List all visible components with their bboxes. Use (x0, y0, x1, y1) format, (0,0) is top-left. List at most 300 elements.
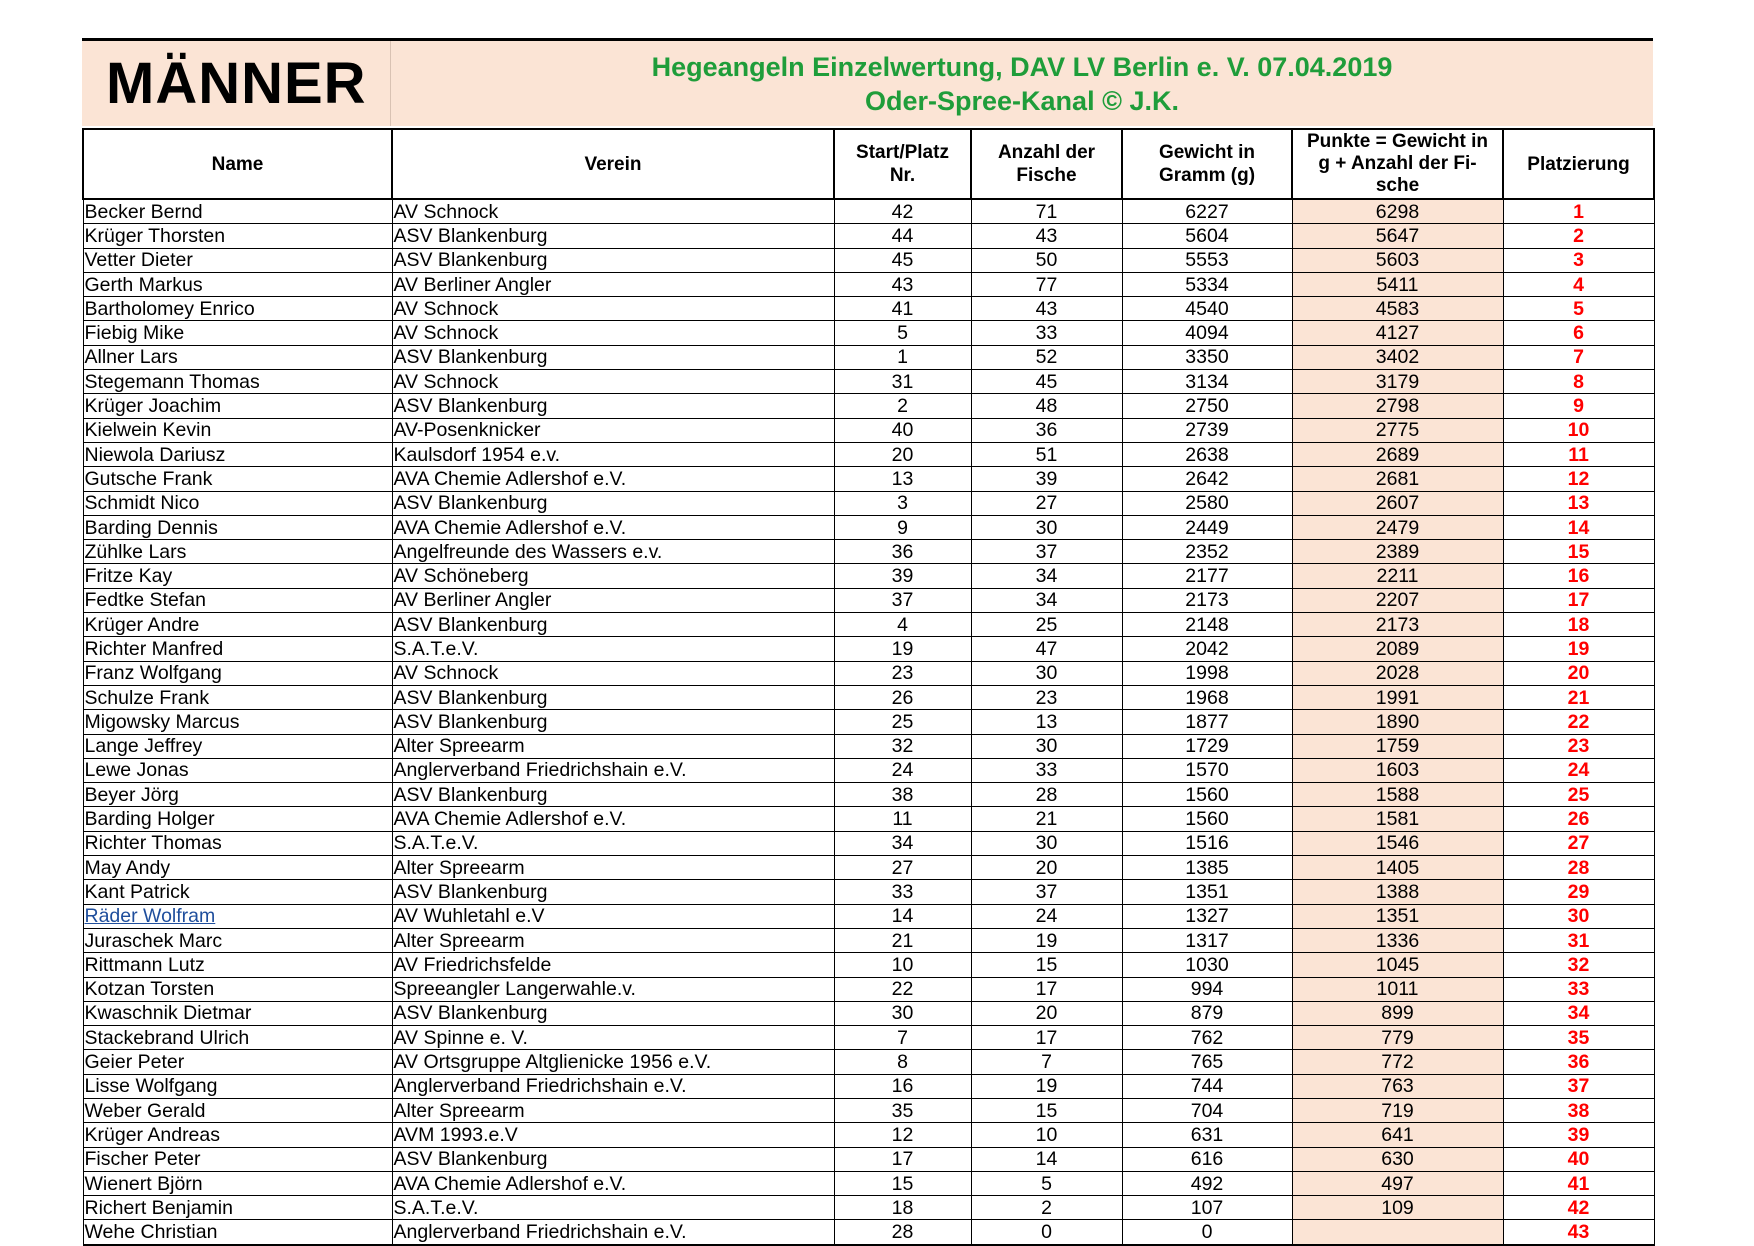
table-row (83, 1196, 1654, 1220)
fish-count-cell: 43 (971, 297, 1122, 321)
table-row (83, 370, 1654, 394)
name-cell: Lisse Wolfgang (83, 1074, 392, 1098)
name-cell: Kant Patrick (83, 880, 392, 904)
name-link[interactable]: Räder Wolfram (84, 905, 216, 928)
weight-cell: 1317 (1122, 928, 1292, 952)
name-cell: Barding Dennis (83, 515, 392, 539)
points-cell: 2173 (1292, 613, 1503, 637)
start-number-cell: 41 (834, 297, 971, 321)
category-title: MÄNNER (106, 51, 367, 116)
start-number-cell: 15 (834, 1171, 971, 1195)
name-cell: Wehe Christian (83, 1220, 392, 1245)
weight-cell: 2042 (1122, 637, 1292, 661)
club-cell: AV Schnock (392, 297, 834, 321)
placement-cell: 1 (1503, 199, 1654, 224)
club-cell: ASV Blankenburg (392, 1147, 834, 1171)
start-number-cell: 27 (834, 856, 971, 880)
fish-count-cell: 36 (971, 418, 1122, 442)
fish-count-cell: 34 (971, 588, 1122, 612)
placement-cell: 14 (1503, 515, 1654, 539)
points-cell: 719 (1292, 1098, 1503, 1122)
name-cell: Krüger Andre (83, 613, 392, 637)
points-cell: 5647 (1292, 224, 1503, 248)
start-number-cell: 23 (834, 661, 971, 685)
placement-cell: 33 (1503, 977, 1654, 1001)
weight-cell: 1327 (1122, 904, 1292, 928)
weight-cell: 1570 (1122, 758, 1292, 782)
fish-count-cell: 27 (971, 491, 1122, 515)
club-cell: AV Schnock (392, 370, 834, 394)
club-cell: S.A.T.e.V. (392, 831, 834, 855)
fish-count-cell: 5 (971, 1171, 1122, 1195)
weight-cell: 6227 (1122, 199, 1292, 224)
start-number-cell: 19 (834, 637, 971, 661)
club-cell: ASV Blankenburg (392, 783, 834, 807)
fish-count-cell: 2 (971, 1196, 1122, 1220)
placement-cell: 37 (1503, 1074, 1654, 1098)
name-cell: Wienert Björn (83, 1171, 392, 1195)
table-row (83, 928, 1654, 952)
fish-count-cell: 25 (971, 613, 1122, 637)
fish-count-cell: 15 (971, 953, 1122, 977)
column-header-place: Platzierung (1503, 129, 1654, 199)
club-cell: Alter Spreearm (392, 928, 834, 952)
name-cell: Kwaschnik Dietmar (83, 1001, 392, 1025)
weight-cell: 1351 (1122, 880, 1292, 904)
name-cell: Richter Manfred (83, 637, 392, 661)
points-cell: 2681 (1292, 467, 1503, 491)
start-number-cell: 42 (834, 199, 971, 224)
weight-cell: 4540 (1122, 297, 1292, 321)
placement-cell: 16 (1503, 564, 1654, 588)
points-cell: 2798 (1292, 394, 1503, 418)
table-row (83, 564, 1654, 588)
placement-cell: 36 (1503, 1050, 1654, 1074)
name-cell: Lewe Jonas (83, 758, 392, 782)
fish-count-cell: 48 (971, 394, 1122, 418)
event-title-cell (391, 41, 1653, 126)
placement-cell: 10 (1503, 418, 1654, 442)
fish-count-cell: 51 (971, 442, 1122, 466)
fish-count-cell: 30 (971, 734, 1122, 758)
weight-cell: 2148 (1122, 613, 1292, 637)
table-row (83, 345, 1654, 369)
club-cell: AV Friedrichsfelde (392, 953, 834, 977)
name-cell: Migowsky Marcus (83, 710, 392, 734)
points-cell: 2211 (1292, 564, 1503, 588)
points-cell: 1351 (1292, 904, 1503, 928)
points-cell: 779 (1292, 1026, 1503, 1050)
event-subtitle: Oder-Spree-Kanal © J.K. (865, 85, 1179, 116)
points-cell: 1581 (1292, 807, 1503, 831)
table-row (83, 467, 1654, 491)
fish-count-cell: 34 (971, 564, 1122, 588)
club-cell: Alter Spreearm (392, 856, 834, 880)
club-cell: AV Schnock (392, 199, 834, 224)
fish-count-cell: 17 (971, 977, 1122, 1001)
table-row (83, 977, 1654, 1001)
start-number-cell: 11 (834, 807, 971, 831)
weight-cell: 2642 (1122, 467, 1292, 491)
points-cell: 4583 (1292, 297, 1503, 321)
points-cell (1292, 1220, 1503, 1245)
weight-cell: 616 (1122, 1147, 1292, 1171)
placement-cell: 39 (1503, 1123, 1654, 1147)
club-cell: AV Berliner Angler (392, 272, 834, 296)
start-number-cell: 24 (834, 758, 971, 782)
weight-cell: 2750 (1122, 394, 1292, 418)
points-cell: 1045 (1292, 953, 1503, 977)
weight-cell: 5334 (1122, 272, 1292, 296)
weight-cell: 5604 (1122, 224, 1292, 248)
name-cell: Allner Lars (83, 345, 392, 369)
table-row (83, 1147, 1654, 1171)
name-cell: Stegemann Thomas (83, 370, 392, 394)
start-number-cell: 7 (834, 1026, 971, 1050)
results-sheet (82, 38, 1653, 1246)
points-cell: 1588 (1292, 783, 1503, 807)
weight-cell: 2352 (1122, 540, 1292, 564)
club-cell: AVA Chemie Adlershof e.V. (392, 467, 834, 491)
name-cell: Fiebig Mike (83, 321, 392, 345)
placement-cell: 31 (1503, 928, 1654, 952)
fish-count-cell: 33 (971, 321, 1122, 345)
name-cell: Richter Thomas (83, 831, 392, 855)
weight-cell: 0 (1122, 1220, 1292, 1245)
start-number-cell: 38 (834, 783, 971, 807)
fish-count-cell: 13 (971, 710, 1122, 734)
weight-cell: 631 (1122, 1123, 1292, 1147)
club-cell: AV-Posenknicker (392, 418, 834, 442)
placement-cell: 28 (1503, 856, 1654, 880)
weight-cell: 107 (1122, 1196, 1292, 1220)
name-cell: Rittmann Lutz (83, 953, 392, 977)
fish-count-cell: 50 (971, 248, 1122, 272)
fish-count-cell: 43 (971, 224, 1122, 248)
fish-count-cell: 17 (971, 1026, 1122, 1050)
club-cell: Spreeangler Langerwahle.v. (392, 977, 834, 1001)
weight-cell: 3350 (1122, 345, 1292, 369)
fish-count-cell: 39 (971, 467, 1122, 491)
table-row (83, 1026, 1654, 1050)
club-cell: AV Spinne e. V. (392, 1026, 834, 1050)
table-row (83, 661, 1654, 685)
placement-cell: 30 (1503, 904, 1654, 928)
name-cell: Niewola Dariusz (83, 442, 392, 466)
points-cell: 109 (1292, 1196, 1503, 1220)
column-header-points: Punkte = Gewicht in g + Anzahl der Fi- sche (1292, 129, 1503, 199)
table-row (83, 637, 1654, 661)
placement-cell: 29 (1503, 880, 1654, 904)
table-row (83, 953, 1654, 977)
placement-cell: 25 (1503, 783, 1654, 807)
weight-cell: 1030 (1122, 953, 1292, 977)
name-cell[interactable] (83, 904, 392, 928)
weight-cell: 765 (1122, 1050, 1292, 1074)
table-row (83, 321, 1654, 345)
name-cell: Schmidt Nico (83, 491, 392, 515)
start-number-cell: 28 (834, 1220, 971, 1245)
fish-count-cell: 47 (971, 637, 1122, 661)
fish-count-cell: 20 (971, 856, 1122, 880)
points-cell: 497 (1292, 1171, 1503, 1195)
points-cell: 2028 (1292, 661, 1503, 685)
column-header-weight: Gewicht in Gramm (g) (1122, 129, 1292, 199)
club-cell: S.A.T.e.V. (392, 637, 834, 661)
placement-cell: 22 (1503, 710, 1654, 734)
name-cell: Kielwein Kevin (83, 418, 392, 442)
placement-cell: 7 (1503, 345, 1654, 369)
club-cell: ASV Blankenburg (392, 1001, 834, 1025)
column-header-name: Name (83, 129, 392, 199)
fish-count-cell: 14 (971, 1147, 1122, 1171)
placement-cell: 42 (1503, 1196, 1654, 1220)
start-number-cell: 35 (834, 1098, 971, 1122)
name-cell: Gerth Markus (83, 272, 392, 296)
points-cell: 1603 (1292, 758, 1503, 782)
weight-cell: 1968 (1122, 685, 1292, 709)
table-row (83, 856, 1654, 880)
points-cell: 3402 (1292, 345, 1503, 369)
start-number-cell: 30 (834, 1001, 971, 1025)
fish-count-cell: 24 (971, 904, 1122, 928)
start-number-cell: 20 (834, 442, 971, 466)
table-row (83, 224, 1654, 248)
club-cell: AV Wuhletahl e.V (392, 904, 834, 928)
start-number-cell: 1 (834, 345, 971, 369)
club-cell: Alter Spreearm (392, 1098, 834, 1122)
start-number-cell: 16 (834, 1074, 971, 1098)
table-row (83, 758, 1654, 782)
placement-cell: 32 (1503, 953, 1654, 977)
placement-cell: 23 (1503, 734, 1654, 758)
name-cell: Geier Peter (83, 1050, 392, 1074)
club-cell: AVA Chemie Adlershof e.V. (392, 807, 834, 831)
fish-count-cell: 30 (971, 515, 1122, 539)
points-cell: 899 (1292, 1001, 1503, 1025)
points-cell: 1546 (1292, 831, 1503, 855)
start-number-cell: 14 (834, 904, 971, 928)
table-row (83, 685, 1654, 709)
club-cell: AVA Chemie Adlershof e.V. (392, 1171, 834, 1195)
placement-cell: 8 (1503, 370, 1654, 394)
name-cell: Becker Bernd (83, 199, 392, 224)
placement-cell: 3 (1503, 248, 1654, 272)
placement-cell: 24 (1503, 758, 1654, 782)
name-cell: Fischer Peter (83, 1147, 392, 1171)
name-cell: Barding Holger (83, 807, 392, 831)
placement-cell: 17 (1503, 588, 1654, 612)
points-cell: 2089 (1292, 637, 1503, 661)
club-cell: ASV Blankenburg (392, 710, 834, 734)
start-number-cell: 9 (834, 515, 971, 539)
start-number-cell: 8 (834, 1050, 971, 1074)
placement-cell: 21 (1503, 685, 1654, 709)
name-cell: Krüger Andreas (83, 1123, 392, 1147)
weight-cell: 762 (1122, 1026, 1292, 1050)
club-cell: AVM 1993.e.V (392, 1123, 834, 1147)
table-row (83, 1123, 1654, 1147)
name-cell: May Andy (83, 856, 392, 880)
table-row (83, 734, 1654, 758)
table-row (83, 588, 1654, 612)
start-number-cell: 25 (834, 710, 971, 734)
club-cell: Anglerverband Friedrichshain e.V. (392, 1074, 834, 1098)
name-cell: Schulze Frank (83, 685, 392, 709)
start-number-cell: 37 (834, 588, 971, 612)
table-row (83, 515, 1654, 539)
name-cell: Weber Gerald (83, 1098, 392, 1122)
name-cell: Richert Benjamin (83, 1196, 392, 1220)
club-cell: ASV Blankenburg (392, 880, 834, 904)
club-cell: ASV Blankenburg (392, 491, 834, 515)
fish-count-cell: 77 (971, 272, 1122, 296)
points-cell: 1759 (1292, 734, 1503, 758)
fish-count-cell: 28 (971, 783, 1122, 807)
start-number-cell: 32 (834, 734, 971, 758)
name-cell: Krüger Joachim (83, 394, 392, 418)
placement-cell: 4 (1503, 272, 1654, 296)
points-cell: 2775 (1292, 418, 1503, 442)
sheet-header (82, 38, 1653, 126)
weight-cell: 1560 (1122, 807, 1292, 831)
points-cell: 2479 (1292, 515, 1503, 539)
club-cell: AV Schnock (392, 661, 834, 685)
table-row (83, 880, 1654, 904)
points-cell: 1336 (1292, 928, 1503, 952)
placement-cell: 13 (1503, 491, 1654, 515)
fish-count-cell: 21 (971, 807, 1122, 831)
weight-cell: 4094 (1122, 321, 1292, 345)
name-cell: Krüger Thorsten (83, 224, 392, 248)
placement-cell: 5 (1503, 297, 1654, 321)
table-row (83, 1171, 1654, 1195)
column-header-club: Verein (392, 129, 834, 199)
fish-count-cell: 19 (971, 1074, 1122, 1098)
name-cell: Stackebrand Ulrich (83, 1026, 392, 1050)
placement-cell: 26 (1503, 807, 1654, 831)
start-number-cell: 13 (834, 467, 971, 491)
table-row (83, 199, 1654, 224)
name-cell: Fedtke Stefan (83, 588, 392, 612)
points-cell: 2607 (1292, 491, 1503, 515)
club-cell: S.A.T.e.V. (392, 1196, 834, 1220)
points-cell: 641 (1292, 1123, 1503, 1147)
weight-cell: 2739 (1122, 418, 1292, 442)
start-number-cell: 17 (834, 1147, 971, 1171)
start-number-cell: 45 (834, 248, 971, 272)
table-row (83, 272, 1654, 296)
weight-cell: 1877 (1122, 710, 1292, 734)
table-row (83, 1050, 1654, 1074)
results-table (82, 128, 1655, 1246)
start-number-cell: 22 (834, 977, 971, 1001)
points-cell: 1388 (1292, 880, 1503, 904)
weight-cell: 1516 (1122, 831, 1292, 855)
placement-cell: 27 (1503, 831, 1654, 855)
club-cell: Kaulsdorf 1954 e.v. (392, 442, 834, 466)
fish-count-cell: 71 (971, 199, 1122, 224)
fish-count-cell: 37 (971, 880, 1122, 904)
table-row (83, 1098, 1654, 1122)
club-cell: AV Schöneberg (392, 564, 834, 588)
weight-cell: 1560 (1122, 783, 1292, 807)
name-cell: Lange Jeffrey (83, 734, 392, 758)
fish-count-cell: 33 (971, 758, 1122, 782)
weight-cell: 994 (1122, 977, 1292, 1001)
table-row (83, 248, 1654, 272)
placement-cell: 6 (1503, 321, 1654, 345)
fish-count-cell: 7 (971, 1050, 1122, 1074)
name-cell: Juraschek Marc (83, 928, 392, 952)
placement-cell: 20 (1503, 661, 1654, 685)
placement-cell: 43 (1503, 1220, 1654, 1245)
event-title: Hegeangeln Einzelwertung, DAV LV Berlin e. V. 07.04.2019 (651, 51, 1393, 82)
table-row (83, 1074, 1654, 1098)
table-row (83, 710, 1654, 734)
start-number-cell: 21 (834, 928, 971, 952)
club-cell: ASV Blankenburg (392, 613, 834, 637)
placement-cell: 9 (1503, 394, 1654, 418)
start-number-cell: 31 (834, 370, 971, 394)
weight-cell: 1729 (1122, 734, 1292, 758)
start-number-cell: 44 (834, 224, 971, 248)
table-row (83, 540, 1654, 564)
table-row (83, 491, 1654, 515)
placement-cell: 35 (1503, 1026, 1654, 1050)
points-cell: 2207 (1292, 588, 1503, 612)
placement-cell: 38 (1503, 1098, 1654, 1122)
points-cell: 6298 (1292, 199, 1503, 224)
weight-cell: 3134 (1122, 370, 1292, 394)
club-cell: Anglerverband Friedrichshain e.V. (392, 758, 834, 782)
table-header-row (83, 129, 1654, 199)
start-number-cell: 2 (834, 394, 971, 418)
fish-count-cell: 23 (971, 685, 1122, 709)
club-cell: ASV Blankenburg (392, 248, 834, 272)
start-number-cell: 26 (834, 685, 971, 709)
placement-cell: 2 (1503, 224, 1654, 248)
club-cell: Anglerverband Friedrichshain e.V. (392, 1220, 834, 1245)
club-cell: ASV Blankenburg (392, 345, 834, 369)
table-row (83, 394, 1654, 418)
name-cell: Fritze Kay (83, 564, 392, 588)
fish-count-cell: 15 (971, 1098, 1122, 1122)
fish-count-cell: 52 (971, 345, 1122, 369)
weight-cell: 492 (1122, 1171, 1292, 1195)
points-cell: 2389 (1292, 540, 1503, 564)
table-row (83, 831, 1654, 855)
points-cell: 5603 (1292, 248, 1503, 272)
weight-cell: 1998 (1122, 661, 1292, 685)
weight-cell: 1385 (1122, 856, 1292, 880)
fish-count-cell: 10 (971, 1123, 1122, 1147)
placement-cell: 41 (1503, 1171, 1654, 1195)
start-number-cell: 5 (834, 321, 971, 345)
start-number-cell: 12 (834, 1123, 971, 1147)
placement-cell: 34 (1503, 1001, 1654, 1025)
weight-cell: 2449 (1122, 515, 1292, 539)
points-cell: 630 (1292, 1147, 1503, 1171)
fish-count-cell: 0 (971, 1220, 1122, 1245)
table-row (83, 783, 1654, 807)
points-cell: 1405 (1292, 856, 1503, 880)
start-number-cell: 40 (834, 418, 971, 442)
weight-cell: 879 (1122, 1001, 1292, 1025)
fish-count-cell: 30 (971, 661, 1122, 685)
points-cell: 4127 (1292, 321, 1503, 345)
placement-cell: 11 (1503, 442, 1654, 466)
